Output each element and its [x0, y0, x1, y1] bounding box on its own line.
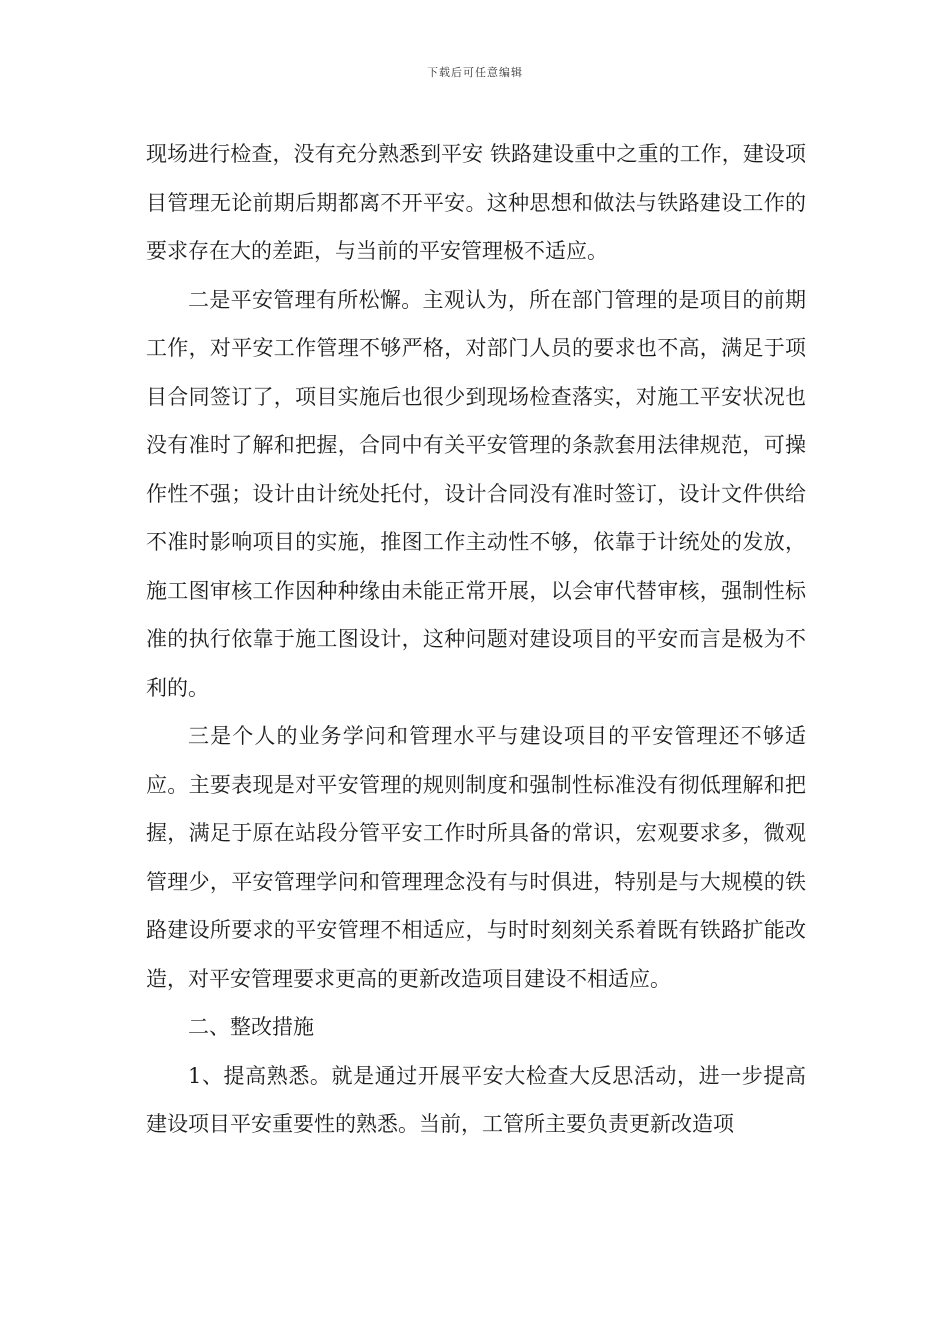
- page-header: 下载后可任意编辑: [427, 66, 523, 79]
- section-heading: 二、整改措施: [188, 1015, 314, 1039]
- document-body: [146, 130, 806, 1149]
- paragraph-2: 二是平安管理有所松懈。主观认为，所在部门管理的是项目的前期工作，对平安工作管理不够严格，对部门人员的要求也不高，满足于项目合同签订了，项目实施后也很少到现场检查落实，对施工平安状况也没有准时了解和把握，合同中有关平安管理的条款套用法律规范，可操作性不强；设计由计统处托付，设计合同没有准时签订，设计文件供给不准时影响项目的实施，推图工作主动性不够，依靠于计统处的发放，施工图审核工作因种种缘由未能正常开展，以会审代替审核，强制性标准的执行依靠于施工图设计，这种问题对建设项目的平安而言是极为不利的。: [146, 287, 806, 700]
- paragraph-1: 现场进行检查，没有充分熟悉到平安 铁路建设重中之重的工作，建设项目管理无论前期后期都离不开平安。这种思想和做法与铁路建设工作的要求存在大的差距，与当前的平安管理极不适应。: [146, 142, 806, 263]
- paragraph-3: 三是个人的业务学问和管理水平与建设项目的平安管理还不够适应。主要表现是对平安管理的规则制度和强制性标准没有彻低理解和把握，满足于原在站段分管平安工作时所具备的常识，宏观要求多，微观管理少，平安管理学问和管理理念没有与时俱进，特别是与大规模的铁路建设所要求的平安管理不相适应，与时时刻刻关系着既有铁路扩能改造，对平安管理要求更高的更新改造项目建设不相适应。: [146, 724, 806, 991]
- paragraph-4: 1、提高熟悉。就是通过开展平安大检查大反思活动，进一步提高建设项目平安重要性的熟悉。当前，工管所主要负责更新改造项: [146, 1063, 806, 1136]
